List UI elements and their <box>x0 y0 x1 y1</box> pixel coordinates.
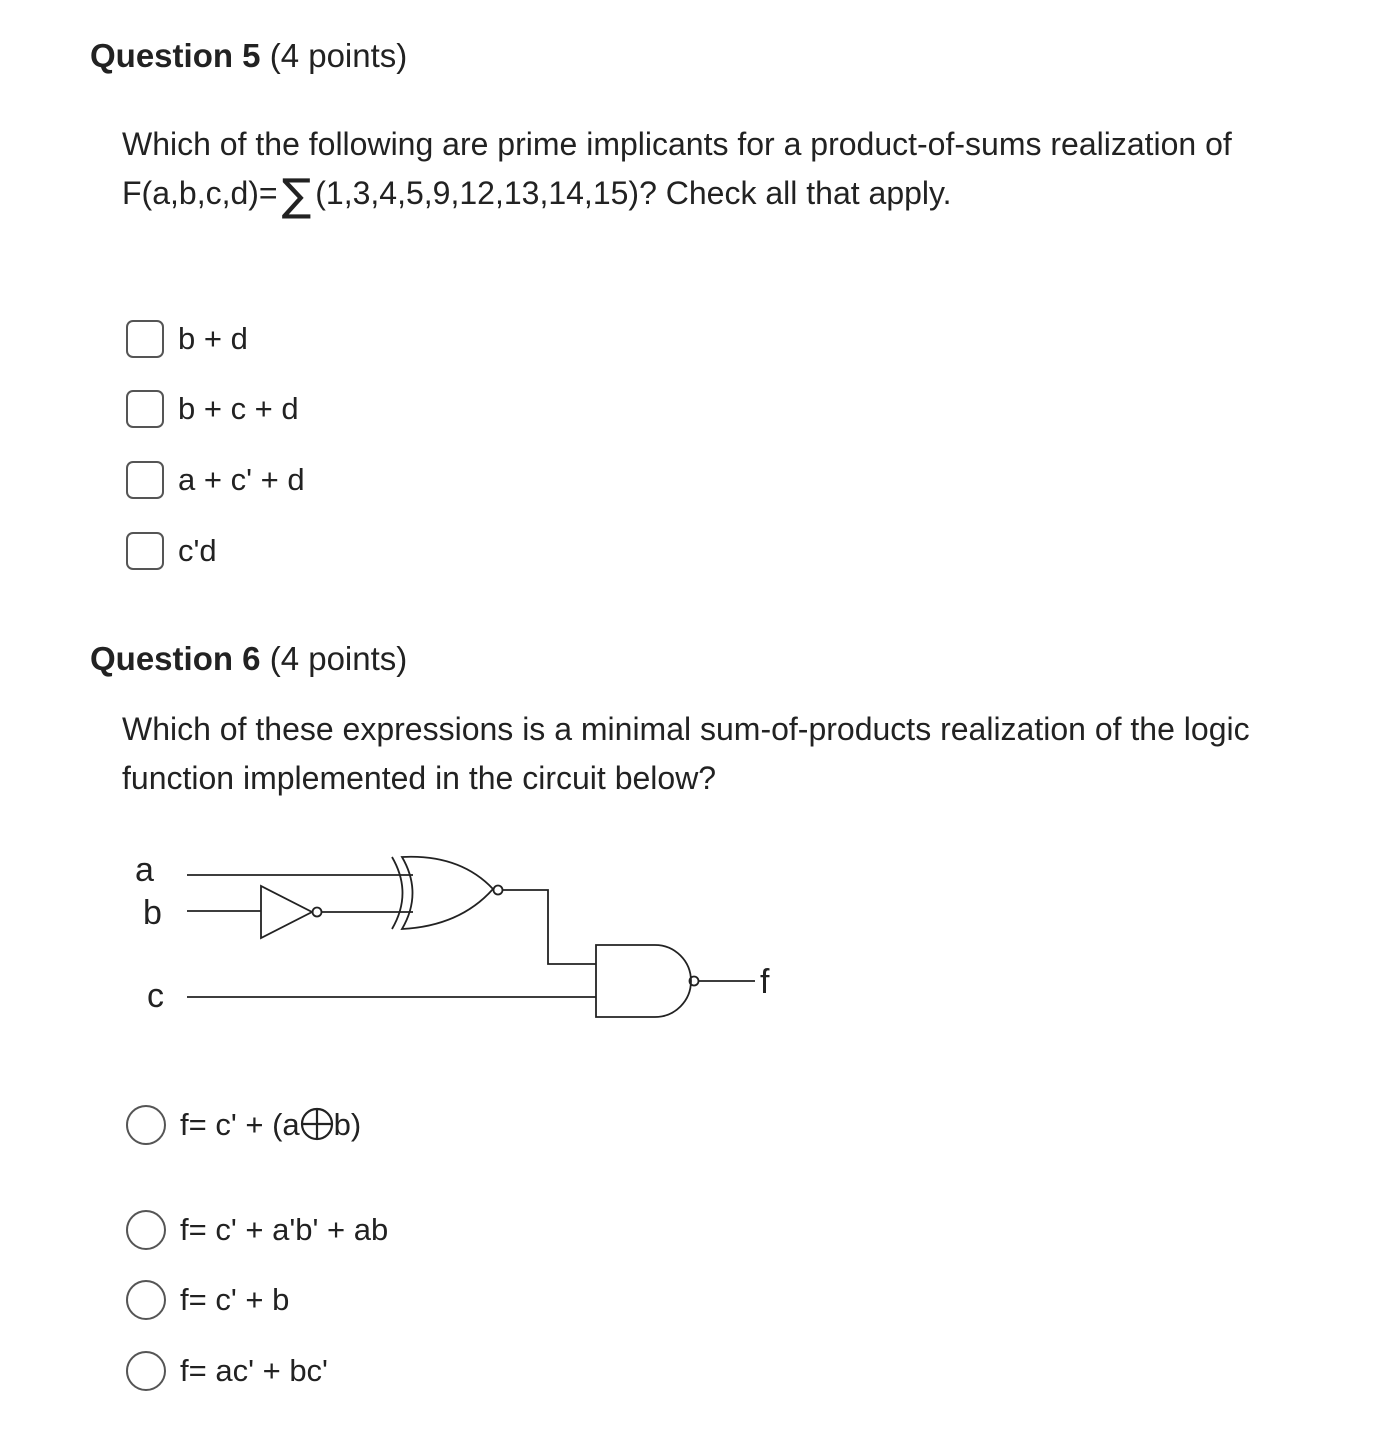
question-5-heading: Question 5 <box>90 37 261 74</box>
q5-option-3[interactable] <box>126 458 305 502</box>
checkbox[interactable] <box>126 390 164 428</box>
wire-xnor-out <box>502 890 596 964</box>
question-5-line2 <box>122 169 1362 221</box>
output-label-f: f <box>760 963 770 1001</box>
sigma-icon: ∑ <box>281 170 312 221</box>
checkbox[interactable] <box>126 532 164 570</box>
radio-button[interactable] <box>126 1105 166 1145</box>
xnor-bubble <box>494 886 503 895</box>
question-5-title <box>90 37 407 75</box>
radio-button[interactable] <box>126 1280 166 1320</box>
input-label-a: a <box>135 851 154 889</box>
question-6-title <box>90 640 407 678</box>
q6-option-1-label <box>180 1107 361 1143</box>
function-label: F(a,b,c,d)= <box>122 175 278 211</box>
question-6-points: (4 points) <box>269 640 408 677</box>
question-6-text: Which of these expressions is a minimal sum-of-products realization of the logic function implemented in the circuit below? <box>122 711 1250 796</box>
q6-option-4[interactable] <box>126 1349 328 1393</box>
q5-option-3-label: a + c' + d <box>178 462 305 497</box>
xor-circle-plus-icon <box>300 1107 334 1141</box>
radio-button[interactable] <box>126 1351 166 1391</box>
q6-option-2[interactable] <box>126 1208 388 1252</box>
xnor-gate <box>402 857 493 929</box>
not-gate <box>261 886 312 938</box>
nand-gate <box>596 945 691 1017</box>
q6-option-1-prefix: f= c' + (a <box>180 1107 300 1142</box>
q6-option-1-suffix: b) <box>333 1107 362 1142</box>
question-5-text <box>122 120 1362 221</box>
input-label-b: b <box>143 894 162 932</box>
question-6-heading: Question 6 <box>90 640 261 677</box>
xnor-input-arc <box>392 857 403 929</box>
checkbox[interactable] <box>126 461 164 499</box>
q6-option-3-label: f= c' + b <box>180 1282 290 1317</box>
q6-option-1[interactable] <box>126 1103 361 1147</box>
q5-option-1[interactable] <box>126 317 248 361</box>
checkbox[interactable] <box>126 320 164 358</box>
q5-option-2-label: b + c + d <box>178 391 299 426</box>
question-5-line1: Which of the following are prime implicants for a product-of-sums realization of <box>122 126 1232 162</box>
minterm-list: (1,3,4,5,9,12,13,14,15)? Check all that apply. <box>315 175 952 211</box>
q6-option-2-label: f= c' + a'b' + ab <box>180 1212 389 1247</box>
radio-button[interactable] <box>126 1210 166 1250</box>
q5-option-4-label: c'd <box>178 533 217 568</box>
q6-option-3[interactable] <box>126 1278 289 1322</box>
q5-option-4[interactable] <box>126 529 217 573</box>
q6-option-4-label: f= ac' + bc' <box>180 1353 328 1388</box>
q5-option-1-label: b + d <box>178 321 248 356</box>
input-label-c: c <box>147 977 164 1015</box>
logic-circuit-diagram <box>130 845 810 1045</box>
question-5-points: (4 points) <box>269 37 408 74</box>
q5-option-2[interactable] <box>126 387 299 431</box>
